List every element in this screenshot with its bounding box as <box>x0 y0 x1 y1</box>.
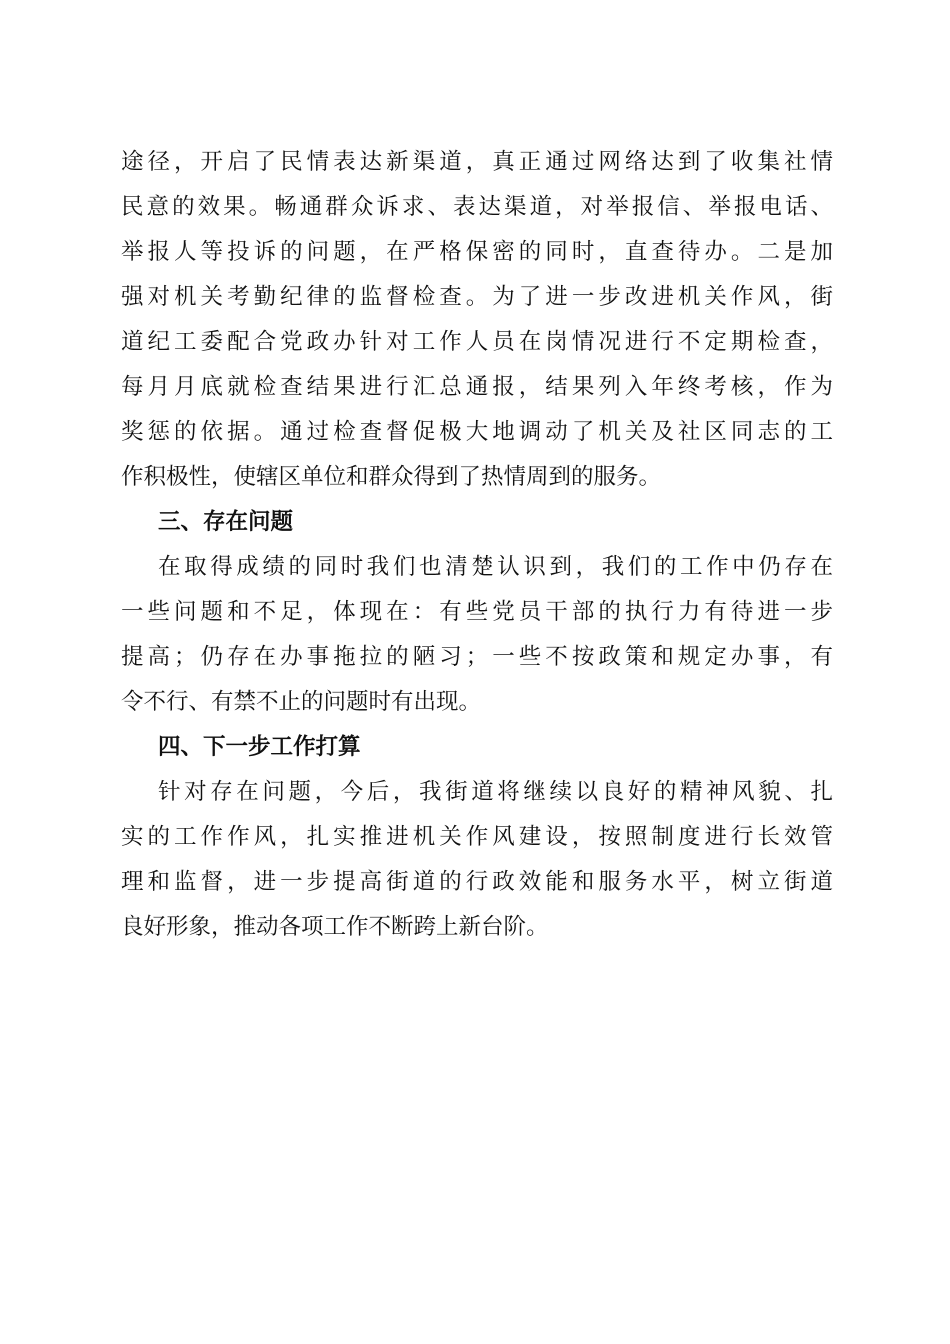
text-line: 理和监督，进一步提高街道的行政效能和服务水平，树立街道 <box>121 869 833 895</box>
text-line: 在取得成绩的同时我们也清楚认识到，我们的工作中仍存在 <box>158 554 833 580</box>
text-line: 一些问题和不足，体现在：有些党员干部的执行力有待进一步 <box>121 599 833 625</box>
document-body <box>121 140 833 950</box>
text-line: 作积极性，使辖区单位和群众得到了热情周到的服务。 <box>121 464 662 490</box>
section-next-steps <box>121 725 833 950</box>
section-heading: 三、存在问题 <box>158 509 294 535</box>
text-line: 每月月底就检查结果进行汇总通报，结果列入年终考核，作为 <box>121 374 833 400</box>
text-line: 道纪工委配合党政办针对工作人员在岗情况进行不定期检查， <box>121 329 833 355</box>
section-problems <box>121 500 833 725</box>
text-line: 民意的效果。畅通群众诉求、表达渠道，对举报信、举报电话、 <box>121 194 833 220</box>
text-line: 良好形象，推动各项工作不断跨上新台阶。 <box>121 914 549 940</box>
text-line: 针对存在问题，今后，我街道将继续以良好的精神风貌、扎 <box>158 779 833 805</box>
text-line: 举报人等投诉的问题，在严格保密的同时，直查待办。二是加 <box>121 239 833 265</box>
text-line: 令不行、有禁不止的问题时有出现。 <box>121 689 482 715</box>
text-line: 强对机关考勤纪律的监督检查。为了进一步改进机关作风，街 <box>121 284 833 310</box>
paragraph-continued <box>121 140 833 500</box>
text-line: 提高；仍存在办事拖拉的陋习；一些不按政策和规定办事，有 <box>121 644 833 670</box>
text-line: 奖惩的依据。通过检查督促极大地调动了机关及社区同志的工 <box>121 419 833 445</box>
text-line: 实的工作作风，扎实推进机关作风建设，按照制度进行长效管 <box>121 824 833 850</box>
text-line: 途径，开启了民情表达新渠道，真正通过网络达到了收集社情 <box>121 149 833 175</box>
section-heading: 四、下一步工作打算 <box>158 734 361 760</box>
